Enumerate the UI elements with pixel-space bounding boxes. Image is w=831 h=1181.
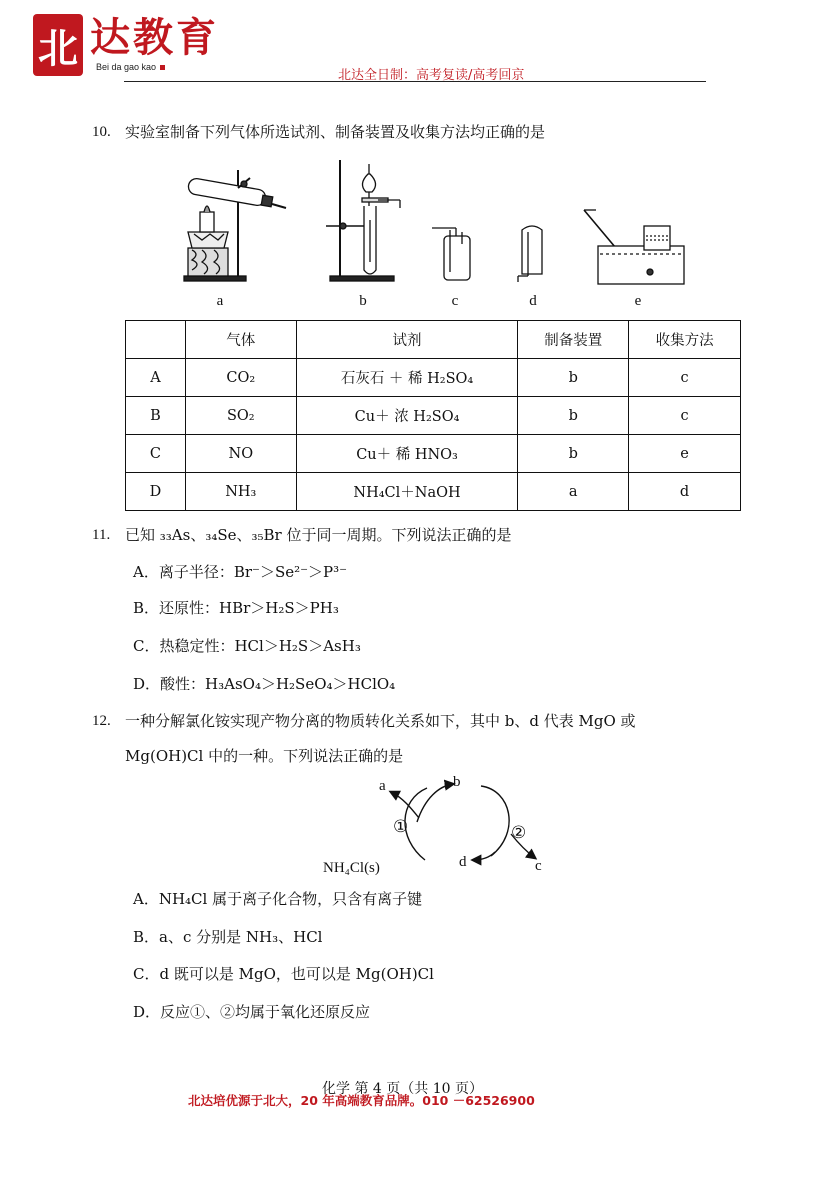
arc-step1-lower: [405, 788, 427, 860]
header-slogan: 北达全日制：高考复读/高考回京: [338, 68, 525, 83]
table-row: [126, 359, 741, 397]
arc-step2: [481, 786, 509, 856]
table-cell: NH₃: [185, 473, 296, 511]
diagram-step1: ①: [393, 817, 409, 836]
table-header: [126, 321, 186, 359]
apparatus-c: [432, 228, 470, 280]
apparatus-label-d: d: [529, 293, 537, 309]
table-cell: SO₂: [185, 397, 296, 435]
diagram-b: b: [453, 774, 461, 790]
apparatus-figure: [180, 150, 690, 310]
table-cell: B: [126, 397, 186, 435]
q12-number: 12.: [92, 713, 111, 729]
page-number: 化学 第 4 页（共 10 页）: [322, 1081, 483, 1097]
q10-stem: 实验室制备下列气体所选试剂、制备装置及收集方法均正确的是: [125, 123, 546, 141]
q11-option-d: D．酸性：H₃AsO₄＞H₂SeO₄＞HClO₄: [133, 675, 396, 693]
logo-pinyin: Bei da gao kao: [96, 62, 165, 72]
q12-option-b: B．a、c 分别是 NH₃、HCl: [133, 928, 323, 946]
table-cell: C: [126, 435, 186, 473]
table-cell: Cu＋ 稀 HNO₃: [296, 435, 518, 473]
table-header: 气体: [185, 321, 296, 359]
table-header: 收集方法: [629, 321, 741, 359]
q11-stem: 已知 ₃₃As、₃₄Se、₃₅Br 位于同一周期。下列说法正确的是: [125, 526, 512, 544]
apparatus-b: [326, 160, 400, 281]
q12-option-d: D．反应①、②均属于氧化还原反应: [133, 1003, 371, 1021]
diagram-c: c: [535, 858, 542, 874]
q10-table: [125, 320, 741, 511]
diagram-a: a: [379, 778, 386, 794]
table-cell: NO: [185, 435, 296, 473]
apparatus-label-e: e: [634, 293, 642, 309]
q11-number: 11.: [92, 527, 111, 543]
conversion-diagram: [315, 772, 555, 882]
table-header-row: [126, 321, 741, 359]
table-row: [126, 397, 741, 435]
table-cell: e: [629, 435, 741, 473]
q11-option-b: B．还原性：HBr＞H₂S＞PH₃: [133, 599, 339, 617]
table-cell: NH₄Cl＋NaOH: [296, 473, 518, 511]
table-row: [126, 435, 741, 473]
apparatus-label-c: c: [451, 293, 459, 309]
apparatus-label-a: a: [216, 293, 224, 309]
table-cell: d: [629, 473, 741, 511]
table-cell: a: [518, 473, 629, 511]
apparatus-d: [518, 226, 542, 282]
table-cell: c: [629, 359, 741, 397]
logo-mark: 北: [33, 14, 83, 76]
diagram-d: d: [459, 854, 467, 870]
diagram-step2: ②: [511, 823, 527, 842]
footer-ad: 北达培优源于北大，20 年高端教育品牌。010 －62526900: [188, 1093, 535, 1108]
q12-stem-line1: 一种分解氯化铵实现产物分离的物质转化关系如下，其中 b、d 代表 MgO 或: [125, 712, 636, 730]
table-header: 制备装置: [518, 321, 629, 359]
table-cell: CO₂: [185, 359, 296, 397]
table-cell: b: [518, 359, 629, 397]
apparatus-label-b: b: [359, 293, 367, 309]
table-cell: D: [126, 473, 186, 511]
table-cell: b: [518, 397, 629, 435]
table-cell: Cu＋ 浓 H₂SO₄: [296, 397, 518, 435]
q11-option-a: A．离子半径：Br⁻＞Se²⁻＞P³⁻: [133, 563, 348, 581]
apparatus-e: [584, 210, 684, 284]
table-cell: b: [518, 435, 629, 473]
table-header: 试剂: [296, 321, 518, 359]
q11-option-c: C．热稳定性：HCl＞H₂S＞AsH₃: [133, 637, 361, 655]
q12-stem-line2: Mg(OH)Cl 中的一种。下列说法正确的是: [125, 747, 404, 765]
table-cell: 石灰石 ＋ 稀 H₂SO₄: [296, 359, 518, 397]
q10-number: 10.: [92, 124, 111, 140]
table-row: [126, 473, 741, 511]
q12-option-a: A．NH₄Cl 属于离子化合物，只含有离子键: [133, 890, 423, 908]
logo-name: 达教育: [90, 14, 219, 61]
apparatus-a: [184, 170, 286, 281]
table-cell: A: [126, 359, 186, 397]
diagram-start: NH₄Cl(s): [323, 860, 380, 876]
table-cell: c: [629, 397, 741, 435]
q12-option-c: C．d 既可以是 MgO，也可以是 Mg(OH)Cl: [133, 965, 434, 983]
header-rule: [124, 81, 706, 82]
